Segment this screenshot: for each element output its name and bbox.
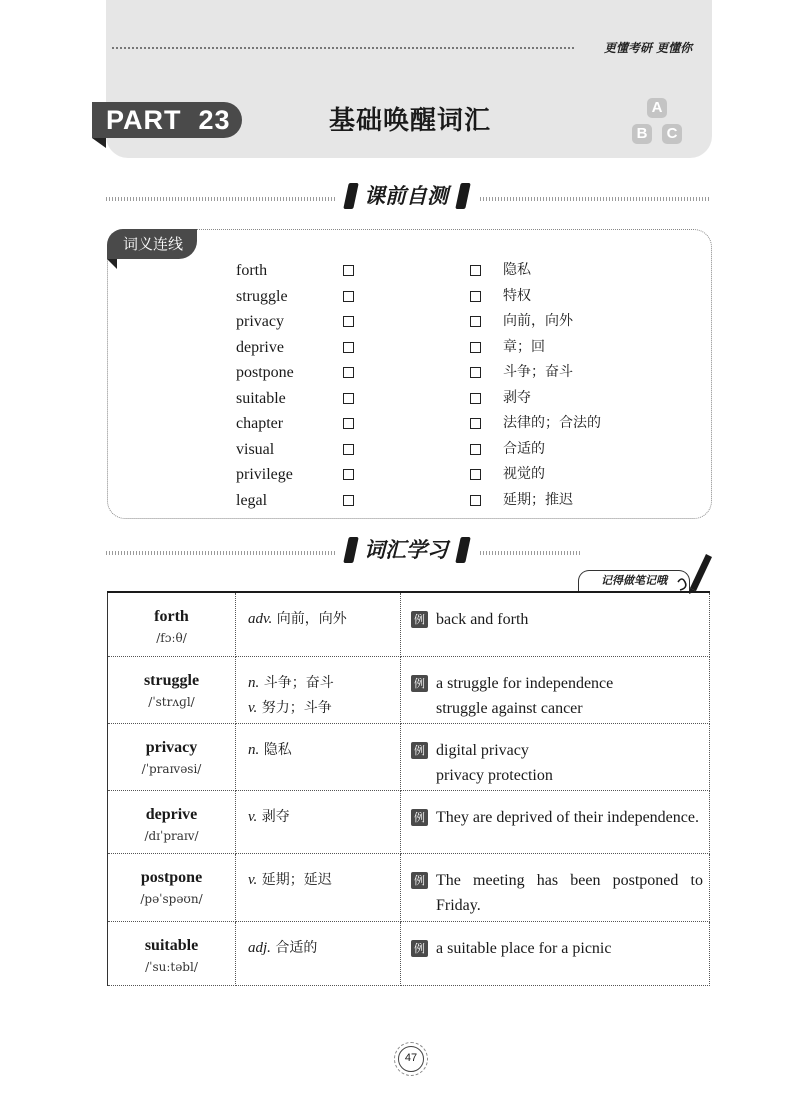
vocab-word: postpone [140,868,203,886]
section-line-right [480,197,710,201]
definition-text: 合适的 [270,939,318,956]
example-wrap [411,671,703,721]
definition-text: 斗争；奋斗 [259,674,334,691]
matching-checkbox-right[interactable] [470,367,481,378]
matching-word: forth [236,262,268,279]
definition-cell [236,592,401,656]
page-number: 47 [398,1046,424,1072]
example-lines [436,936,703,961]
matching-row [0,386,800,411]
example-icon: 例 [411,809,428,826]
matching-word: privacy [236,313,284,330]
abc-icon-b: B [632,124,652,144]
example-lines [436,805,703,830]
matching-word: suitable [236,389,286,407]
matching-checkbox-left[interactable] [343,444,354,455]
matching-checkbox-left[interactable] [343,291,354,302]
matching-meaning: 视觉的 [503,466,545,482]
matching-checkbox-left[interactable] [343,469,354,480]
word-cell [108,921,236,985]
matching-row [0,488,800,513]
matching-checkbox-right[interactable] [470,265,481,276]
example-icon: 例 [411,611,428,628]
word-cell [108,853,236,921]
example-lines [436,868,703,918]
definition-line [248,936,400,961]
example-cell [401,853,710,921]
matching-row [0,462,800,487]
tagline: 更懂考研 更懂你 [604,41,693,55]
word-cell [108,656,236,723]
example-wrap [411,607,703,632]
example-lines [436,738,703,788]
vocab-word: deprive [145,805,198,823]
word-cell [108,723,236,790]
abc-icon-a: A [647,98,667,118]
example-sentence: a suitable place for a picnic [436,939,612,957]
part-of-speech: v. [248,699,258,716]
matching-meaning: 隐私 [503,262,531,278]
definition-cell [236,790,401,853]
definition-line [248,696,400,721]
example-cell [401,723,710,790]
vocab-phonetic: /ˈpraɪvəsi/ [141,761,202,776]
example-cell [401,790,710,853]
definition-line [248,738,400,763]
matching-checkbox-left[interactable] [343,367,354,378]
matching-row [0,309,800,334]
vocab-word: suitable [144,936,199,954]
matching-row [0,284,800,309]
matching-checkbox-right[interactable] [470,393,481,404]
example-cell [401,921,710,985]
part-badge-fold [92,138,106,148]
matching-checkbox-left[interactable] [343,265,354,276]
section-cap-right-icon [455,537,471,563]
vocab-word: struggle [143,671,200,689]
example-icon: 例 [411,872,428,889]
matching-word: chapter [236,415,284,432]
matching-checkbox-left[interactable] [343,418,354,429]
matching-checkbox-left[interactable] [343,316,354,327]
example-sentence: The meeting has been postponed to Friday. [436,871,703,914]
example-sentence: digital privacy [436,741,529,759]
pen-icon [676,548,716,594]
matching-word: visual [236,440,275,458]
example-sentence: back and forth [436,611,529,628]
vocab-row [108,790,710,853]
header-divider [112,47,574,49]
matching-meaning: 合适的 [503,440,545,457]
part-of-speech: v. [248,808,258,825]
matching-checkbox-right[interactable] [470,418,481,429]
example-icon: 例 [411,675,428,692]
example-sentence: struggle against cancer [436,699,583,717]
vocab-phonetic: /ˈstrʌɡl/ [148,694,195,709]
example-cell [401,592,710,656]
matching-word: privilege [236,466,293,483]
matching-meaning: 章；回 [503,338,545,355]
vocab-word: privacy [145,738,198,756]
example-lines [436,671,703,721]
part-badge: PART 23 [92,102,242,138]
example-sentence: They are deprived of their independence. [436,808,699,826]
part-of-speech: n. [248,741,260,758]
definition-cell [236,921,401,985]
example-icon: 例 [411,742,428,759]
section-title-pretest: 课前自测 [364,184,448,208]
definition-text: 剥夺 [257,808,290,825]
matching-checkbox-right[interactable] [470,469,481,480]
definition-line [248,805,400,830]
definition-line [248,607,400,632]
section-line-left [106,197,336,201]
definition-cell [236,853,401,921]
matching-checkbox-right[interactable] [470,495,481,506]
part-of-speech: adj. [248,939,271,956]
section-cap-right-icon [455,183,471,209]
vocab-phonetic: /dɪˈpraɪv/ [144,828,199,843]
word-cell [108,592,236,656]
example-wrap [411,738,703,788]
vocab-phonetic: /fɔːθ/ [156,631,187,645]
matching-meaning: 向前，向外 [503,313,573,329]
vocab-row [108,723,710,790]
example-cell [401,656,710,723]
matching-checkbox-left[interactable] [343,495,354,506]
matching-row [0,360,800,385]
matching-checkbox-right[interactable] [470,342,481,353]
page-title: 基础唤醒词汇 [328,106,491,136]
example-icon: 例 [411,940,428,957]
matching-checkbox-left[interactable] [343,342,354,353]
vocab-phonetic: /ˈsuːtəbl/ [145,959,198,974]
example-wrap [411,936,703,961]
matching-checkbox-right[interactable] [470,291,481,302]
matching-meaning: 剥夺 [503,389,531,406]
vocab-word: forth [154,608,189,625]
matching-row [0,437,800,462]
matching-word: postpone [236,364,294,381]
matching-checkbox-left[interactable] [343,393,354,404]
matching-label: 词义连线 [107,229,197,259]
part-of-speech: v. [248,871,258,888]
matching-meaning: 延期；推迟 [503,491,573,508]
definition-cell [236,723,401,790]
section-line-right [480,551,580,555]
abc-icon-c: C [662,124,682,144]
part-of-speech: n. [248,674,260,691]
matching-meaning: 法律的；合法的 [503,415,601,431]
definition-line [248,868,400,893]
vocab-row [108,921,710,985]
definition-text: 努力；斗争 [257,699,332,716]
matching-checkbox-right[interactable] [470,316,481,327]
matching-word: deprive [236,338,284,356]
word-cell [108,790,236,853]
example-sentence: a struggle for independence [436,674,614,692]
definition-line [248,671,400,696]
vocab-table [107,591,710,986]
matching-meaning: 斗争；奋斗 [503,364,573,380]
example-lines [436,607,703,632]
section-title-vocab: 词汇学习 [364,538,448,562]
example-sentence: privacy protection [436,766,553,784]
definition-text: 隐私 [259,741,292,758]
example-wrap [411,805,703,830]
matching-row [0,335,800,360]
example-wrap [411,868,703,918]
matching-row [0,411,800,436]
vocab-row [108,656,710,723]
part-of-speech: adv. [248,611,273,627]
note-reminder-tag: 记得做笔记哦 [578,570,690,592]
vocab-row [108,592,710,656]
definition-text: 向前，向外 [272,611,347,627]
vocab-row [108,853,710,921]
matching-word: struggle [236,287,288,305]
section-line-left [106,551,336,555]
definition-cell [236,656,401,723]
matching-word: legal [236,491,268,509]
definition-text: 延期；延迟 [257,871,332,888]
matching-checkbox-right[interactable] [470,444,481,455]
matching-row [0,258,800,283]
vocab-phonetic: /pəˈspəʊn/ [140,891,203,906]
matching-meaning: 特权 [503,287,531,304]
